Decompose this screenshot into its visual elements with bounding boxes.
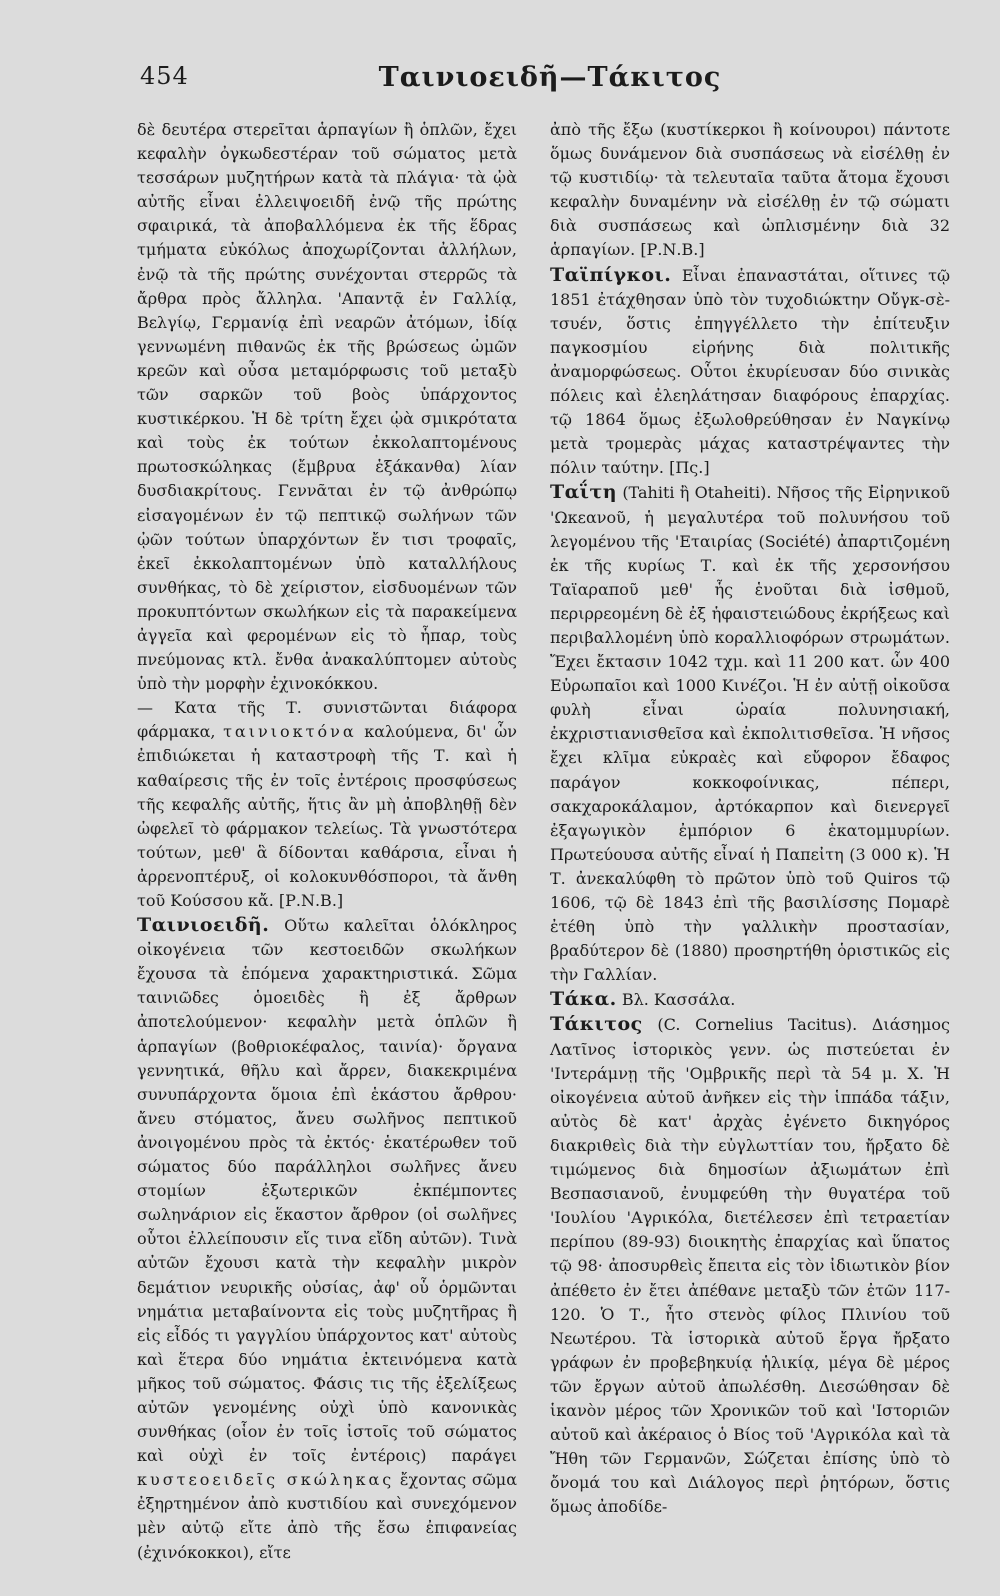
entry [550,263,950,481]
paragraph-text: ἀπὸ τῆς ἔξω (κυστίκερκοι ἢ κοίνουροι) πάντοτε ὅμως δυνάμενον διὰ συσπάσεως νὰ εἰσέλθῃ ἐν τῷ κυστιδίῳ· τὰ τελευταῖα ταῦτα ἄτομα ἔχουσι κεφαλὴν δυναμένην νὰ εἰσέλθῃ ἐν τῷ σώματι διὰ συσπάσεως καὶ ὡπλισμένην διὰ 32 ἁρπαγίων. [Ρ.Ν.Β.] [550,120,950,260]
entry-headword: Ταΐτη [550,481,618,504]
entry [550,1012,950,1519]
entry-headword: Ταινιοειδῆ. [137,914,270,937]
entry-text: (Tahiti ἢ Otaheiti). Νῆσος τῆς Εἰρηνικοῦ 'Ωκεανοῦ, ἡ μεγαλυτέρα τοῦ πολυνήσου τοῦ λεγομένου τῆς 'Εταιρίας (Société) ἀπαρτιζομένη ἐκ τῆς κυρίως Τ. καὶ ἐκ τῆς χερσονήσου Ταϊαραποῦ μεθ' ἧς ἑνοῦται διὰ ἰσθμοῦ, περιρρεομένη δὲ ἐξ ἡφαιστειώδους ἐκρήξεως καὶ περιβαλλομένη ὑπὸ κοραλλιοφόρων στρωμάτων. Ἔχει ἔκτασιν 1042 τχμ. καὶ 11 200 κατ. ὧν 400 Εὐρωπαῖοι καὶ 1000 Κινέζοι. Ἡ ἐν αὐτῇ οἰκοῦσα φυλὴ εἶναι ὡραία πολυνησιακή, ἐκχριστιανισθεῖσα καὶ ἐκπολιτισθεῖσα. Ἡ νῆσος ἔχει κλῖμα εὐκραὲς καὶ εὔφορον ἔδαφος παράγον κοκκοφοίνικας, πέπερι, σακχαροκάλαμον, ἀρτόκαρπον καὶ διενεργεῖ ἐξαγωγικὸν ἐμπόριον 6 ἑκατομμυρίων. Πρωτεύουσα αὐτῆς εἶναί ἡ Παπεἰτη (3 000 κ). Ἡ Τ. ἀνεκαλύφθη τὸ πρῶτον ὑπὸ τοῦ Quiros τῷ 1606, τῷ δὲ 1843 ἐπὶ τῆς βασιλίσσης Πομαρὲ ἐτέθη ὑπὸ τὴν γαλλικὴν προστασίαν, βραδύτερον δὲ (1880) προσηρτήθη ὁριστικῶς εἰς τὴν Γαλλίαν. [550,483,950,985]
right-column [550,118,950,1519]
entry [550,987,950,1012]
running-title: Ταινιοειδῆ—Τάκιτος [378,62,722,93]
left-column [137,118,517,1565]
paragraph [137,696,517,913]
entry-text: Εἶναι ἐπαναστάται, οἵτινες τῷ 1851 ἐτάχθησαν ὑπὸ τὸν τυχοδιώκτην Οὔγκ-σὲ-τσυέν, ὅστις ἐπηγγέλλετο τὴν ἐπίτευξιν παγκοσμίου εἰρήνης διὰ πολιτικῆς ἀναμορφώσεως. Οὗτοι ἐκυρίευσαν δύο σινικὰς πόλεις καὶ ἐλεηλάτησαν διαφόρους ἐπαρχίας. τῷ 1864 ὅμως ἐξωλοθρεύθησαν ἐν Ναγκίνῳ μετὰ τρομερὰς μάχας καταστρέψαντες τὴν πόλιν ταύτην. [Πς.] [550,265,950,478]
page-number: 454 [140,62,189,90]
entry-text: Οὕτω καλεῖται ὁλόκληρος οἰκογένεια τῶν κεστοειδῶν σκωλήκων ἔχουσα τὰ ἑπόμενα χαρακτηριστικά. Σῶμα ταινιῶδες ὁμοειδὲς ἢ ἐξ ἄρθρων ἀποτελούμενον· κεφαλὴν μετὰ ὁπλῶν ἢ ἁρπαγίων (βοθριοκέφαλος, ταινία)· ὄργανα γεννητικά, θῆλυ καὶ ἄρρεν, διακεκριμένα συνυπάρχοντα ὅμοια ἐπὶ ἑκάστου ἄρθρου· ἄνευ στόματος, ἄνευ σωλῆνος πεπτικοῦ ἀνοιγομένου πρὸς τὰ ἐκτός· ἑκατέρωθεν τοῦ σώματος δύο παράλληλοι σωλῆνες ἄνευ στομίων ἐξωτερικῶν ἐκπέμποντες σωληνάριον εἰς ἕκαστον ἄρθρον (οἱ σωλῆνες οὗτοι ἐλλείπουσιν εἴς τινα εἴδη αὐτῶν). Τινὰ αὐτῶν ἔχουσι κατὰ τὴν κεφαλὴν μικρὸν δεμάτιον νευρικῆς οὐσίας, ἀφ' οὗ ὁρμῶνται νημάτια μεταβαίνοντα εἰς τοὺς μυζητῆρας ἢ εἰς εἶδός τι γαγγλίου ὑπάρχοντος κατ' αὐτοὺς καὶ ἕτερα δύο νημάτια ἐκτεινόμενα κατὰ μῆκος τοῦ σώματος. Φάσις τις τῆς ἐξελίξεως αὐτῶν γενομένης οὐχὶ ὑπὸ κανονικὰς συνθήκας (οἷον ἐν τοῖς ἰστοῖς τοῦ σώματος καὶ οὐχὶ ἐν τοῖς ἐντέροις) παράγει [137,916,517,1466]
entry-text: (C. Cornelius Tacitus). Διάσημος Λατῖνος ἱστορικὸς γενν. ὡς πιστεύεται ἐν 'Ιντεράμνῃ τῆς 'Ομβρικῆς περὶ τὰ 54 μ. Χ. Ἡ οἰκογένεια αὐτοῦ ἀνῆκεν εἰς τὴν ἱππάδα τάξιν, αὐτὸς δὲ κατ' ἀρχὰς ἐγένετο δικηγόρος διακριθεὶς διὰ τὴν εὐγλωττίαν του, ἤρξατο δὲ τιμώμενος διὰ δημοσίων ἀξιωμάτων ἐπὶ Βεσπασιανοῦ, ἐνυμφεύθη τὴν θυγατέρα τοῦ 'Ιουλίου 'Αγρικόλα, διετέλεσεν ἐπὶ τετραετίαν περίπου (89-93) διοικητὴς ἐπαρχίας καὶ ὕπατος τῷ 98· ἀποσυρθεὶς ἔπειτα εἰς τὸν ἰδιωτικὸν βίον ἀπέθετο ἐν ἔτει ἀπέθανε μεταξὺ τῶν ἐτῶν 117-120. Ὁ Τ., ἦτο στενὸς φίλος Πλινίου τοῦ Νεωτέρου. Τὰ ἱστορικὰ αὐτοῦ ἔργα ἤρξατο γράφων ἐν προβεβηκυίᾳ ἡλικίᾳ, μέγα δὲ μέρος τῶν ἔργων αὐτοῦ ἀπωλέσθη. Διεσώθησαν δὲ ἱκανὸν μέρος τῶν Χρονικῶν τοῦ καὶ 'Ιστοριῶν αὐτοῦ καὶ ἀκέραιος ὁ Βίος τοῦ 'Αγρικόλα καὶ τὰ Ἤθη τῶν Γερμανῶν, Σώζεται ἐπίσης ὑπὸ τὸ ὄνομά του καὶ Διάλογος περὶ ῥητόρων, ὅστις ὅμως ἀποδίδε- [550,1015,950,1517]
entry-headword: Τάκα. [550,988,617,1011]
paragraph [550,118,950,263]
paragraph-text: — Κατα τῆς Τ. συνιστῶνται διάφορα φάρμακα, [137,698,517,742]
spaced-term: κυστεοειδεῖς σκώληκας [137,1470,395,1490]
entry-headword: Τάκιτος [550,1013,643,1036]
entry [137,913,517,1565]
paragraph-text: δὲ δευτέρα στερεῖται ἁρπαγίων ἢ ὁπλῶν, ἔχει κεφαλὴν ὀγκωδεστέραν τοῦ σώματος μετὰ τεσσάρων μυζητήρων κατὰ τὰ πλάγια· τὰ ᾠὰ αὐτῆς εἶναι ἐλλειψοειδῆ ἐνῷ τῆς πρώτης σφαιρικά, τὰ ἀποβαλλόμενα ἐκ τῆς ἕδρας τμήματα εὐκόλως ἀποχωρίζονται ἀλλήλων, ἐνῷ τὰ τῆς πρώτης συνέχονται στερρῶς τὰ ἄρθρα πρὸς ἄλληλα. 'Απαντᾷ ἐν Γαλλίᾳ, Βελγίῳ, Γερμανίᾳ ἐπὶ νεαρῶν ἀτόμων, ἰδίᾳ γεννωμένη πιθανῶς ἐκ τῆς βρώσεως ὠμῶν κρεῶν καὶ οὖσα μεταμόρφωσις τοῦ μεταξὺ τῶν σαρκῶν τοῦ βοὸς ὑπάρχοντος κυστικέρκου. Ἡ δὲ τρίτη ἔχει ᾠὰ σμικρότατα καὶ τοὺς ἐκ τούτων ἐκκολαπτομένους πρωτοσκώληκας (ἔμβρυα ἑξάκανθα) λίαν δυσδιακρίτους. Γεννᾶται ἐν τῷ ἀνθρώπῳ εἰσαγομένων ἐν τῷ πεπτικῷ σωλήνων τῶν ᾠῶν τούτων ὑπαρχόντων ἔν τισι τροφαῖς, ἐκεῖ ἐκκολαπτομένων ὑπὸ καταλλήλους συνθήκας, τὸ δὲ χείριστον, εἰσδυομένων τῶν προκυπτόντων σκωλήκων εἰς τὰ παρακείμενα ἀγγεῖα καὶ φερομένων εἰς τὸ ἧπαρ, τοὺς πνεύμονας κτλ. ἔνθα ἀνακαλύπτομεν αὐτοὺς ὑπὸ τὴν μορφὴν ἐχινοκόκκου. [137,120,517,694]
paragraph [137,118,517,696]
entry-text: ἔχοντας σῶμα ἐξηρτημένον ἀπὸ κυστιδίου καὶ συνεχόμενον μὲν αὐτῷ εἴτε ἀπὸ τῆς ἔσω ἐπιφανείας (ἐχινόκοκκοι), εἴτε [137,1470,518,1562]
entry-text: Βλ. Κασσάλα. [616,990,736,1010]
spaced-term: ταινιοκτόνα [223,722,357,742]
page-header [140,62,900,102]
paragraph-text: καλούμενα, δι' ὧν ἐπιδιώκεται ἡ καταστροφὴ τῆς Τ. καὶ ἡ καθαίρεσις τῆς ἐν τοῖς ἐντέροις προσφύσεως τῆς κεφαλῆς αὐτῆς, ἥτις ἂν μὴ ἀποβληθῇ δὲν ὠφελεῖ τὸ φάρμακον τελείως. Τὰ γνωστότερα τούτων, μεθ' ἃ δίδονται καθάρσια, εἶναι ἡ ἀρρενοπτέρυξ, οἱ κολοκυνθόσποροι, τὰ ἄνθη τοῦ Κούσσου κἄ. [Ρ.Ν.Β.] [137,722,517,910]
entry [550,480,950,987]
entry-headword: Ταϊπίγκοι. [550,263,672,286]
